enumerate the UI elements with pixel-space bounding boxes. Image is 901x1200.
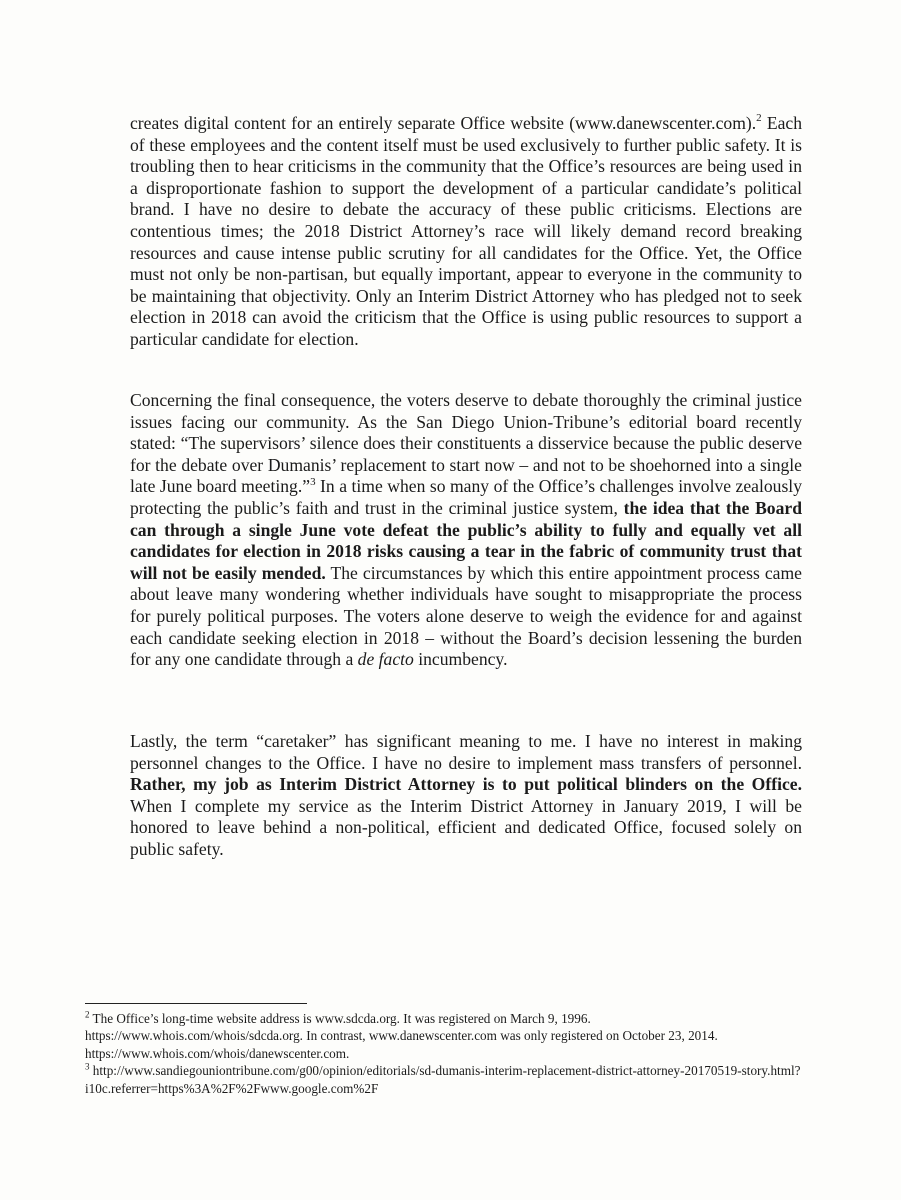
text-run: When I complete my service as the Interim District Attorney in January 2019, I will be honored to leave behind a non-political, efficient and dedicated Office, focused solely on public safety. [130,795,802,859]
text-run: The circumstances by which this entire appointment process came about leave many wondering whether individuals have sought to misappropriate the process for purely political purposes. The voters alone deserve to weigh the evidence for and against each candidate seeking election in 2018 – without the Board’s decision lessening the burden for any one candidate through a [130,562,802,670]
footnote-reference: 2 [756,112,762,125]
paragraph-voters-debate [130,390,802,671]
footnote-number: 2 [85,1009,90,1020]
text-run: Lastly, the term “caretaker” has significant meaning to me. I have no interest in making personnel changes to the Office. I have no desire to implement mass transfers of personnel. [130,731,802,773]
text-run: Each of these employees and the content itself must be used exclusively to further public safety. It is troubling then to hear criticisms in the community that the Office’s resources are being used in a disproportionate fashion to support the development of a particular candidate’s political brand. I have no desire to debate the accuracy of these public criticisms. Elections are contentious times; the 2018 District Attorney’s race will likely demand record breaking resources and cause intense public scrutiny for all candidates for the Office. Yet, the Office must not only be non-partisan, but equally important, appear to everyone in the community to be maintaining that objectivity. Only an Interim District Attorney who has pledged not to seek election in 2018 can avoid the criticism that the Office is using public resources to support a particular candidate for election. [130,113,803,349]
footnote-reference: 3 [310,475,316,488]
text-run: incumbency. [413,649,508,670]
bold-text: Rather, my job as Interim District Attorney is to put political blinders on the Office. [130,774,802,795]
bold-text: the idea that the Board can through a single June vote defeat the public’s ability to fully and equally vet all candidates for election in 2018 risks causing a tear in the fabric of community trust that will not be easily mended. [130,497,802,583]
text-run: In a time when so many of the Office’s challenges involve zealously protecting the public’s faith and trust in the criminal justice system, [130,476,802,518]
footnote-text: http://www.sandiegouniontribune.com/g00/opinion/editorials/sd-dumanis-interim-replacement-district-attorney-20170519-story.html?i10c.referrer=https%3A%2F%2Fwww.google.com%2F [85,1063,801,1096]
footnote-divider [85,1003,307,1004]
text-run: Concerning the final consequence, the voters deserve to debate thoroughly the criminal justice issues facing our community. As the San Diego Union-Tribune’s editorial board recently stated: “The supervisors’ silence does their constituents a disservice because the public deserve for the debate over Dumanis’ replacement to start now – and not to be shoehorned into a single late June board meeting.” [130,390,802,497]
paragraph-caretaker [130,731,802,861]
italic-text: de facto [357,649,414,670]
footnotes [85,1010,805,1097]
footnote-number: 3 [85,1061,90,1072]
paragraph-text [130,390,802,671]
footnote-2 [85,1010,805,1062]
footnote-text: The Office’s long-time website address is www.sdcda.org. It was registered on March 9, 1996. https://www.whois.com/whois/sdcda.org. In contrast, www.danewscenter.com was only registered on October 23, 2014. https://www.whois.com/whois/danewscenter.com. [85,1011,718,1061]
paragraph-website-content [130,113,802,351]
text-run: creates digital content for an entirely separate Office website (www.danewscenter.com). [130,113,757,133]
footnote-3 [85,1062,805,1097]
paragraph-text [130,731,802,861]
paragraph-text [130,113,802,351]
